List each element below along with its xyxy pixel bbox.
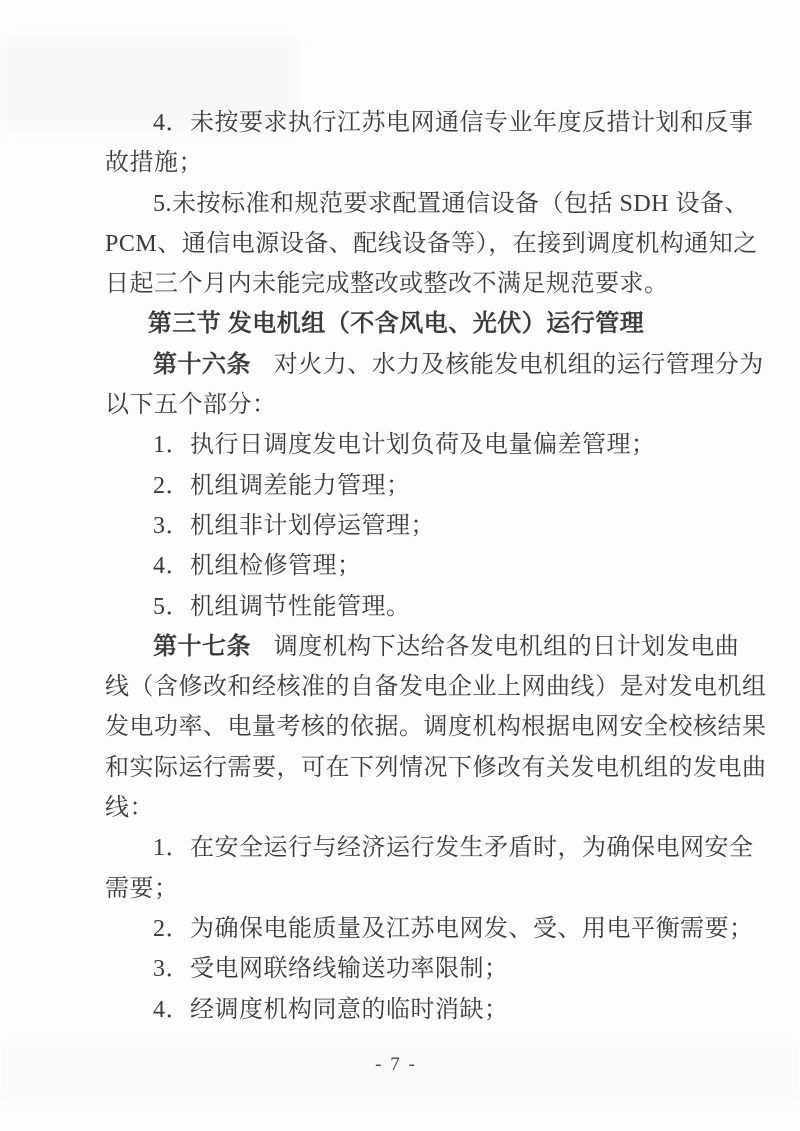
article-text: 对火力、水力及核能发电机组的运行管理分为: [273, 351, 764, 378]
list-item: 4．经调度机构同意的临时消缺；: [153, 996, 509, 1023]
list-item: 1．在安全运行与经济运行发生矛盾时，为确保电网安全: [153, 835, 754, 862]
doc-line: 发电功率、电量考核的依据。调度机构根据电网安全校核结果: [105, 714, 767, 741]
document-text-block: [105, 103, 767, 1030]
article-number: 第十六条: [153, 351, 251, 378]
doc-line: 线（含修改和经核准的自备发电企业上网曲线）是对发电机组: [105, 674, 767, 701]
doc-line: 以下五个部分：: [105, 392, 277, 419]
section-heading: 第三节 发电机组（不含风电、光伏）运行管理: [147, 311, 645, 338]
article-16-opening-line: [105, 345, 764, 385]
doc-line: 5.未按标准和规范要求配置通信设备（包括 SDH 设备、: [153, 190, 750, 217]
list-item: 4．机组检修管理；: [153, 553, 362, 580]
doc-line: 需要；: [105, 875, 179, 902]
doc-line: 日起三个月内未能完成整改或整改不满足规范要求。: [105, 271, 669, 298]
list-item: 3．机组非计划停运管理；: [153, 512, 435, 539]
article-17-opening-line: [105, 627, 740, 667]
article-number: 第十七条: [153, 633, 251, 660]
list-item: 2．机组调差能力管理；: [153, 472, 411, 499]
doc-line: 和实际运行需要，可在下列情况下修改有关发电机组的发电曲: [105, 754, 767, 781]
doc-line: PCM、通信电源设备、配线设备等），在接到调度机构通知之: [105, 230, 758, 257]
list-item: 3．受电网联络线输送功率限制；: [153, 956, 509, 983]
list-item: 2．为确保电能质量及江苏电网发、受、用电平衡需要；: [153, 915, 754, 942]
doc-line: 线：: [105, 795, 154, 822]
list-item: 1．执行日调度发电计划负荷及电量偏差管理；: [153, 432, 656, 459]
doc-line: 故措施；: [105, 150, 203, 177]
page-number: - 7 -: [375, 1054, 417, 1075]
list-item: 5．机组调节性能管理。: [153, 593, 411, 620]
article-text: 调度机构下达给各发电机组的日计划发电曲: [273, 633, 740, 660]
doc-line: 4．未按要求执行江苏电网通信专业年度反措计划和反事: [153, 110, 754, 136]
